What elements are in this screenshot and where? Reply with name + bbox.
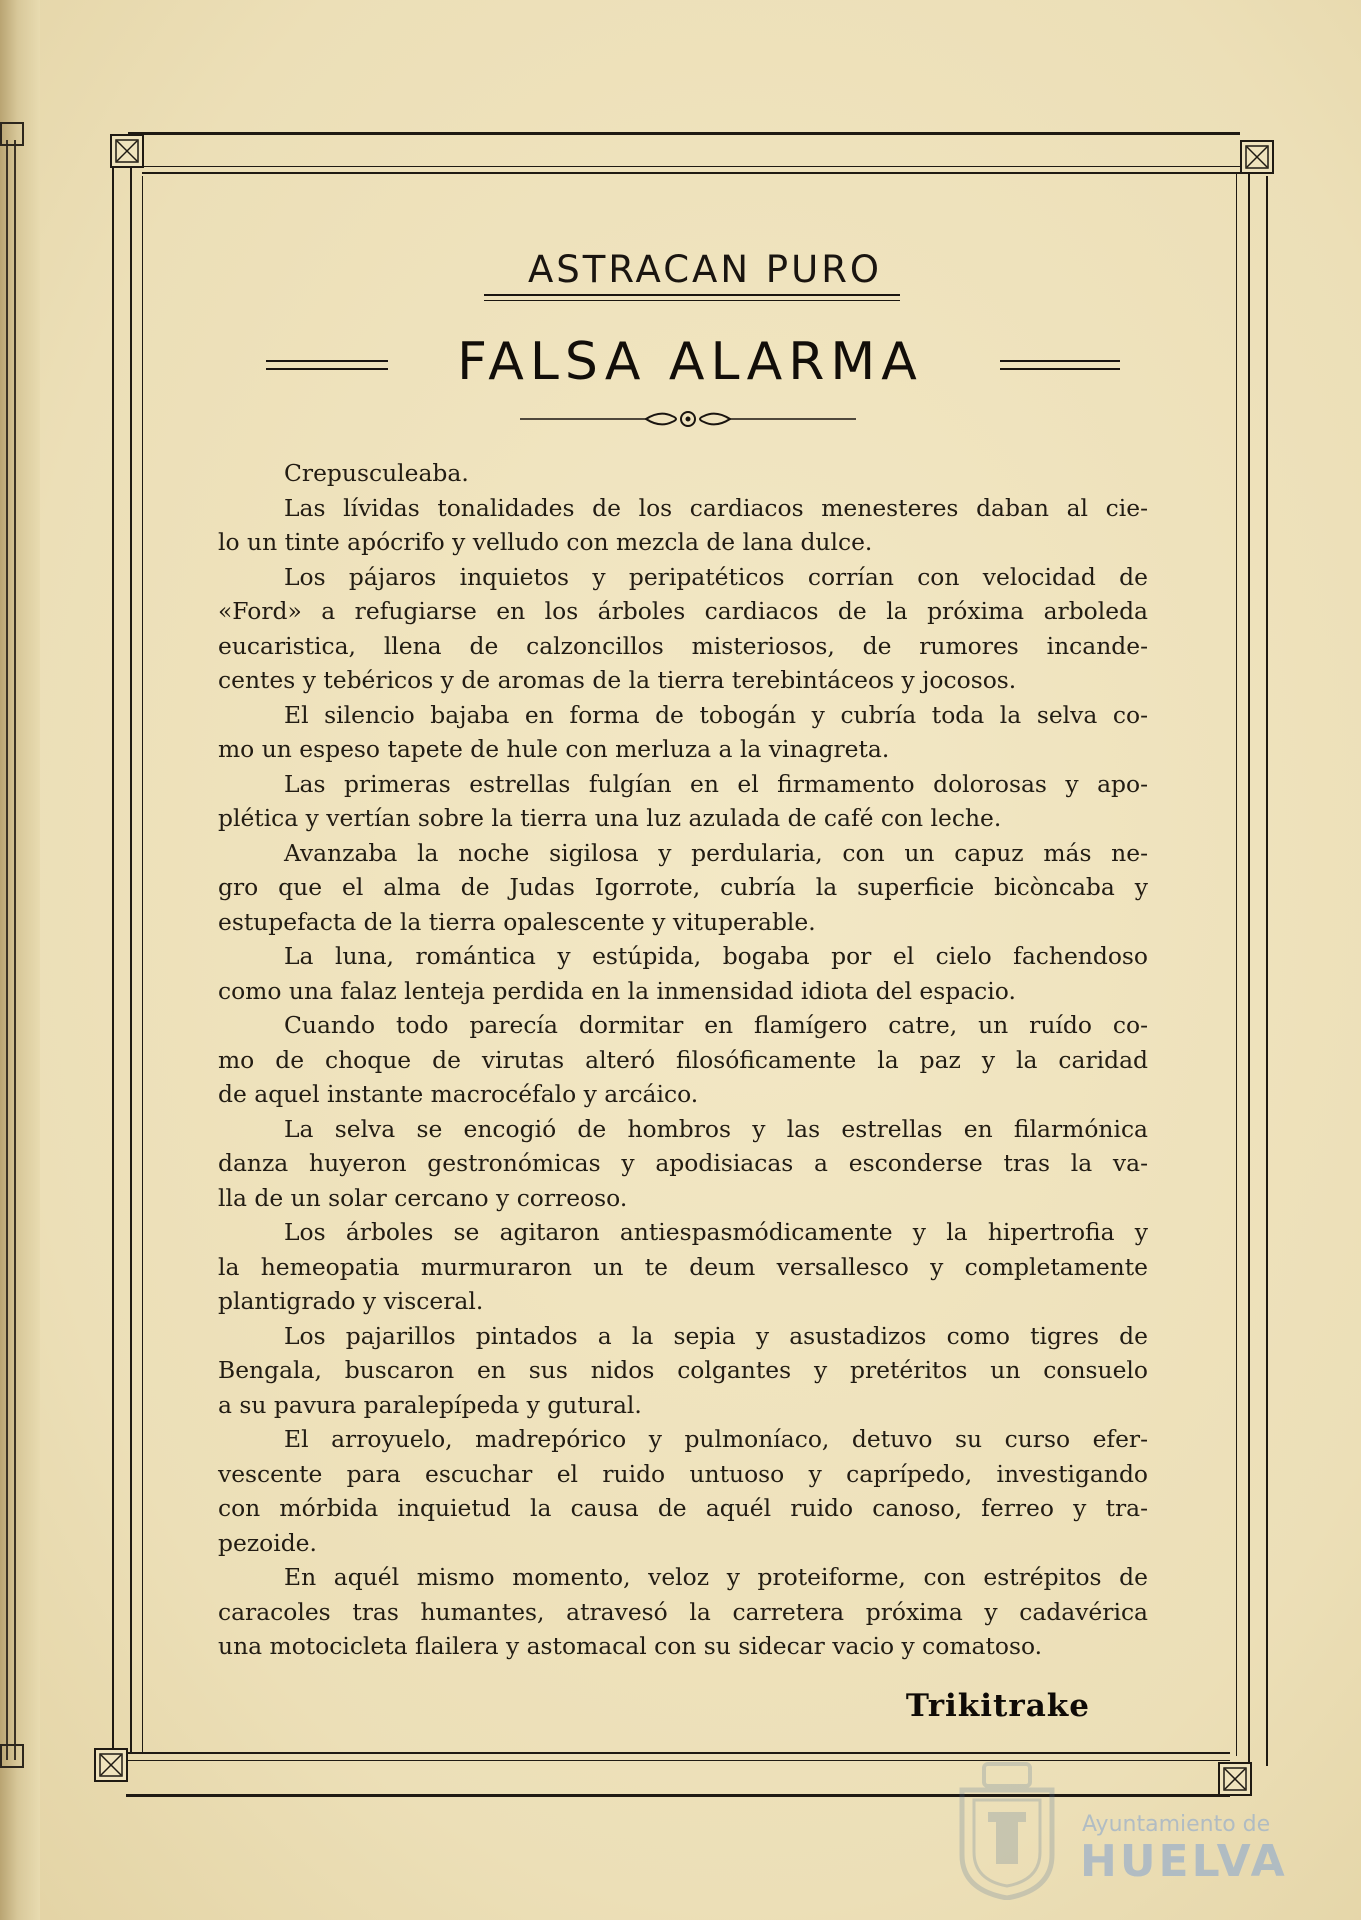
text-line: caracoles tras humantes, atravesó la carretera próxima y cadavérica	[218, 1597, 1148, 1626]
frame-corner-top-left	[110, 134, 144, 168]
paragraph	[218, 1112, 1148, 1216]
text-line: Avanzaba la noche sigilosa y perdularia, con un capuz más ne-	[284, 838, 1148, 867]
text-line: mo de choque de virutas alteró filosóficamente la paz y la caridad	[218, 1045, 1148, 1074]
text-line: Las lívidas tonalidades de los cardiacos menesteres daban al cie-	[284, 493, 1148, 522]
frame-line-top-outer	[128, 132, 1240, 135]
text-line: Los pajarillos pintados a la sepia y asustadizos como tigres de	[284, 1321, 1148, 1350]
article-title: FALSA ALARMA	[457, 332, 923, 392]
corner-cross-icon	[1223, 1767, 1247, 1791]
frame-line-right-inner	[1236, 172, 1237, 1756]
frame-line-left	[130, 168, 132, 1754]
paragraph	[218, 1215, 1148, 1319]
title-ornament-icon	[520, 404, 856, 434]
text-line: de aquel instante macrocéfalo y arcáico.	[218, 1080, 699, 1108]
article-body	[218, 456, 1148, 1664]
frame-line-top-inner	[142, 166, 1240, 167]
text-line: una motocicleta flailera y astomacal con su sidecar vacio y comatoso.	[218, 1632, 1043, 1660]
page-spine	[0, 0, 40, 1920]
frame-line-right-outer	[1266, 176, 1268, 1766]
paragraph	[218, 1008, 1148, 1112]
frame-corner-top-right	[1240, 140, 1274, 174]
spine-rule	[6, 140, 8, 1760]
text-line: a su pavura paralepípeda y gutural.	[218, 1390, 642, 1419]
text-line: La selva se encogió de hombros y las estrellas en filarmónica	[284, 1114, 1148, 1143]
frame-line-bottom-outer	[126, 1794, 1230, 1797]
text-line: danza huyeron gestronómicas y apodisiacas a esconderse tras la va-	[218, 1149, 1148, 1177]
text-line: gro que el alma de Judas Igorrote, cubría la superficie bicòncaba y	[218, 873, 1148, 901]
title-side-rule-left	[266, 368, 388, 370]
text-line: plantigrado y visceral.	[218, 1287, 484, 1315]
paragraph	[218, 767, 1148, 836]
text-line: La luna, romántica y estúpida, bogaba por el cielo fachendoso	[284, 942, 1148, 970]
text-line: pezoide.	[218, 1528, 317, 1557]
paragraph	[218, 698, 1148, 767]
paragraph	[218, 939, 1148, 1008]
paragraph	[218, 491, 1148, 560]
text-line: En aquél mismo momento, veloz y proteiforme, con estrépitos de	[284, 1563, 1148, 1591]
paragraph	[218, 456, 1148, 491]
frame-line-left-outer	[112, 168, 114, 1754]
text-line: El silencio bajaba en forma de tobogán y cubría toda la selva co-	[284, 700, 1148, 729]
frame-line-bottom-inner	[126, 1760, 1230, 1761]
text-line: Crepusculeaba.	[284, 459, 469, 487]
watermark-line1: Ayuntamiento de	[1082, 1812, 1271, 1837]
title-side-rule-right	[1000, 368, 1120, 370]
title-side-rule-left	[266, 360, 388, 362]
text-line: Los árboles se agitaron antiespasmódicamente y la hipertrofia y	[284, 1218, 1148, 1246]
corner-cross-icon	[99, 1753, 123, 1777]
text-line: Bengala, buscaron en sus nidos colgantes y pretéritos un consuelo	[218, 1356, 1148, 1384]
spine-rule	[14, 140, 16, 1760]
corner-cross-icon	[1245, 145, 1269, 169]
text-line: lo un tinte apócrifo y velludo con mezcla de lana dulce.	[218, 528, 873, 556]
frame-line-top-inner	[142, 172, 1240, 174]
spine-corner-box	[0, 1744, 24, 1768]
text-line: Las primeras estrellas fulgían en el firmamento dolorosas y apo-	[284, 769, 1148, 798]
paragraph	[218, 1319, 1148, 1423]
corner-cross-icon	[115, 139, 139, 163]
watermark-line2: HUELVA	[1080, 1836, 1288, 1887]
text-line: con mórbida inquietud la causa de aquél ruido canoso, ferreo y tra-	[218, 1494, 1148, 1522]
paragraph	[218, 560, 1148, 698]
huelva-coat-of-arms-icon	[952, 1760, 1062, 1900]
text-line: Los pájaros inquietos y peripatéticos corrían con velocidad de	[284, 562, 1148, 591]
kicker-underline	[484, 294, 900, 296]
text-line: vescente para escuchar el ruido untuoso y caprípedo, investigando	[218, 1459, 1148, 1488]
kicker-underline	[484, 300, 900, 301]
article-kicker: ASTRACAN PURO	[527, 248, 883, 291]
text-line: «Ford» a refugiarse en los árboles cardiacos de la próxima arboleda	[218, 597, 1148, 625]
paragraph	[218, 1422, 1148, 1560]
text-line: estupefacta de la tierra opalescente y vituperable.	[218, 907, 816, 936]
text-line: centes y tebéricos y de aromas de la tierra terebintáceos y jocosos.	[218, 666, 1017, 694]
frame-line-left-inner	[142, 176, 143, 1754]
frame-corner-bottom-right	[1218, 1762, 1252, 1796]
text-line: la hemeopatia murmuraron un te deum versallesco y completamente	[218, 1252, 1148, 1281]
text-line: eucaristica, llena de calzoncillos misteriosos, de rumores incande-	[218, 631, 1148, 660]
paragraph	[218, 1560, 1148, 1664]
spine-corner-box	[0, 122, 24, 146]
paragraph	[218, 836, 1148, 940]
text-line: como una falaz lenteja perdida en la inmensidad idiota del espacio.	[218, 976, 1016, 1005]
frame-corner-bottom-left	[94, 1748, 128, 1782]
frame-line-bottom-inner	[126, 1752, 1230, 1754]
text-line: lla de un solar cercano y correoso.	[218, 1183, 628, 1212]
text-line: Cuando todo parecía dormitar en flamígero catre, un ruído co-	[284, 1011, 1148, 1039]
title-side-rule-right	[1000, 360, 1120, 362]
article-signature: Trikitrake	[905, 1688, 1090, 1724]
text-line: mo un espeso tapete de hule con merluza a la vinagreta.	[218, 735, 890, 763]
frame-line-right	[1248, 172, 1250, 1762]
text-line: plética y vertían sobre la tierra una luz azulada de café con leche.	[218, 804, 1002, 832]
text-line: El arroyuelo, madrepórico y pulmoníaco, detuvo su curso efer-	[284, 1425, 1148, 1453]
